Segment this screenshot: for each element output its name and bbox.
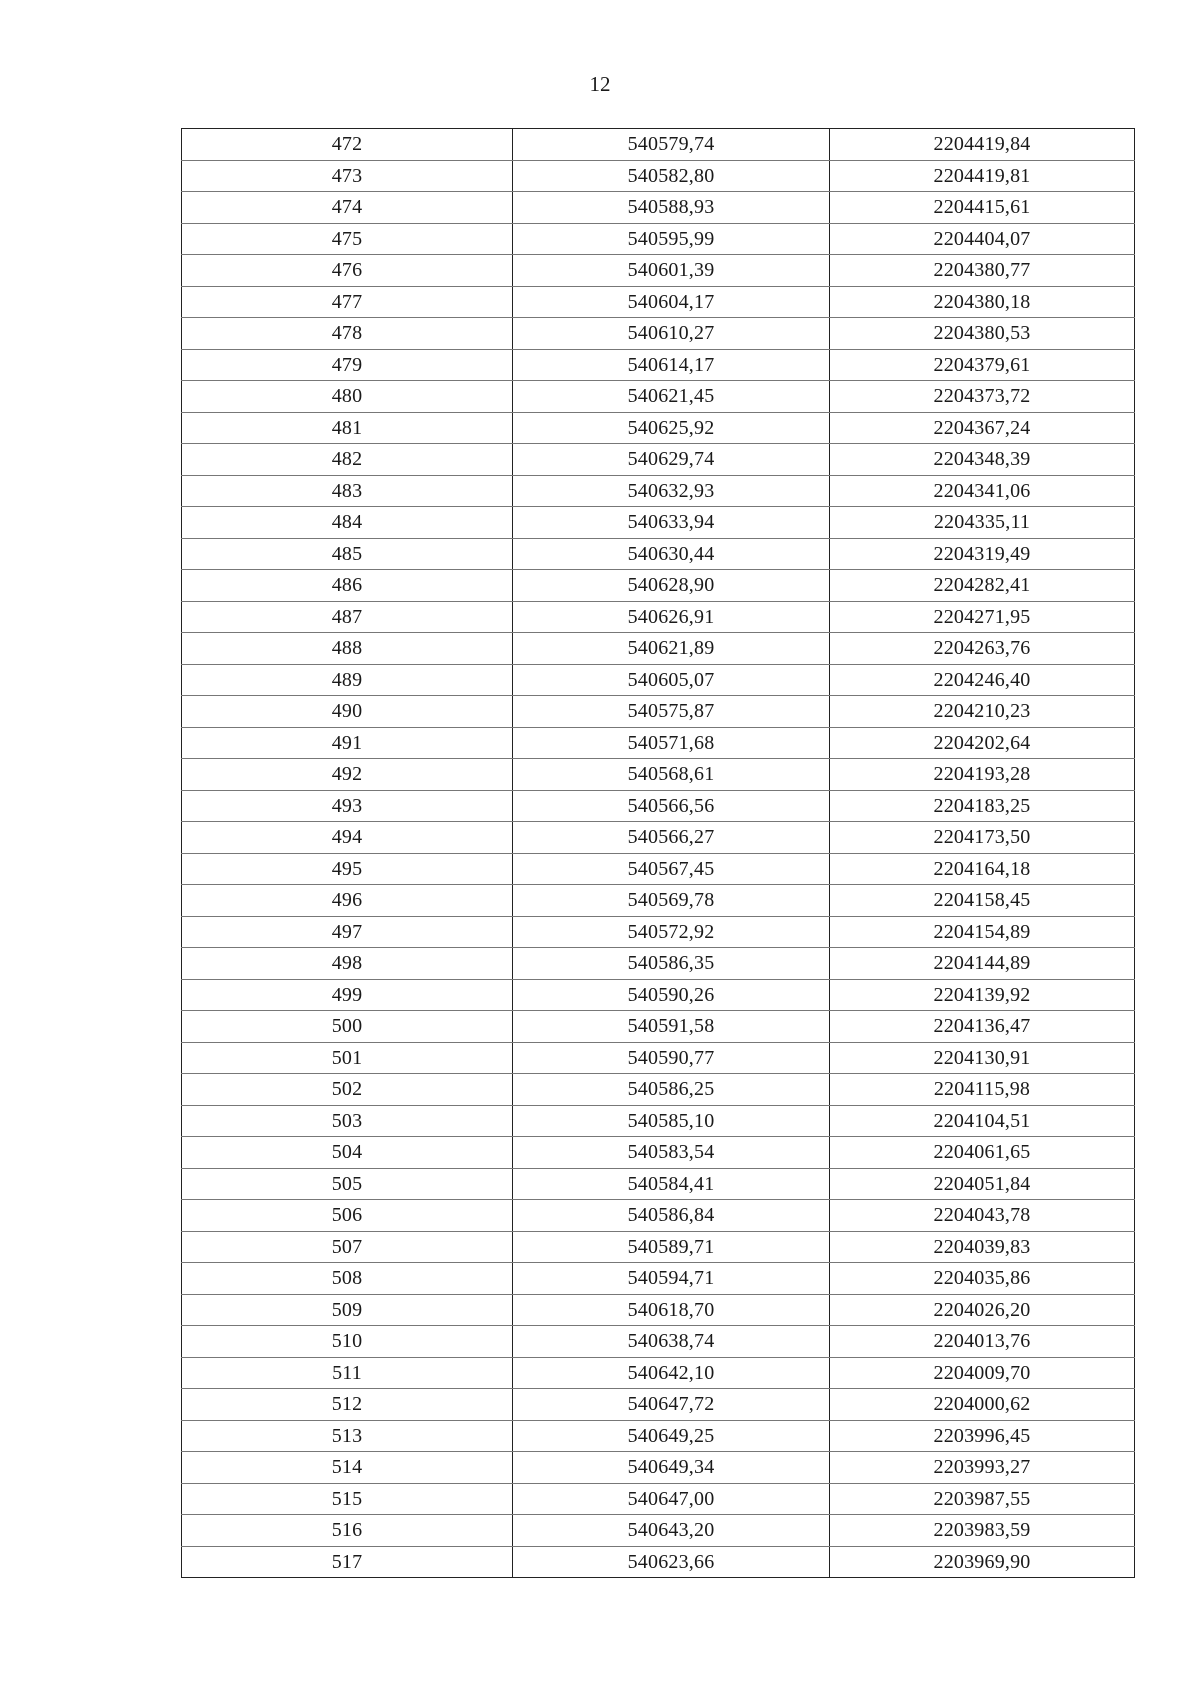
point-number-cell: 497	[182, 916, 513, 948]
point-number-cell: 506	[182, 1200, 513, 1232]
table-row	[182, 160, 1135, 192]
y-coordinate-cell: 2204335,11	[830, 507, 1135, 539]
y-coordinate-cell: 2204009,70	[830, 1357, 1135, 1389]
x-coordinate-cell: 540594,71	[513, 1263, 830, 1295]
table-row	[182, 1389, 1135, 1421]
y-coordinate-cell: 2203969,90	[830, 1546, 1135, 1578]
x-coordinate-cell: 540632,93	[513, 475, 830, 507]
x-coordinate-cell: 540582,80	[513, 160, 830, 192]
point-number-cell: 499	[182, 979, 513, 1011]
table-row	[182, 570, 1135, 602]
x-coordinate-cell: 540569,78	[513, 885, 830, 917]
y-coordinate-cell: 2204026,20	[830, 1294, 1135, 1326]
coordinates-table	[181, 128, 1135, 1578]
table-row	[182, 1326, 1135, 1358]
point-number-cell: 472	[182, 129, 513, 161]
point-number-cell: 510	[182, 1326, 513, 1358]
y-coordinate-cell: 2204104,51	[830, 1105, 1135, 1137]
table-row	[182, 1074, 1135, 1106]
x-coordinate-cell: 540614,17	[513, 349, 830, 381]
x-coordinate-cell: 540625,92	[513, 412, 830, 444]
x-coordinate-cell: 540643,20	[513, 1515, 830, 1547]
table-row	[182, 129, 1135, 161]
y-coordinate-cell: 2204419,84	[830, 129, 1135, 161]
x-coordinate-cell: 540575,87	[513, 696, 830, 728]
table-row	[182, 1105, 1135, 1137]
y-coordinate-cell: 2203996,45	[830, 1420, 1135, 1452]
point-number-cell: 513	[182, 1420, 513, 1452]
point-number-cell: 485	[182, 538, 513, 570]
y-coordinate-cell: 2204380,18	[830, 286, 1135, 318]
y-coordinate-cell: 2204419,81	[830, 160, 1135, 192]
point-number-cell: 498	[182, 948, 513, 980]
y-coordinate-cell: 2203987,55	[830, 1483, 1135, 1515]
x-coordinate-cell: 540590,77	[513, 1042, 830, 1074]
table-row	[182, 696, 1135, 728]
y-coordinate-cell: 2204404,07	[830, 223, 1135, 255]
point-number-cell: 488	[182, 633, 513, 665]
y-coordinate-cell: 2204139,92	[830, 979, 1135, 1011]
table-row	[182, 444, 1135, 476]
table-row	[182, 286, 1135, 318]
x-coordinate-cell: 540649,34	[513, 1452, 830, 1484]
x-coordinate-cell: 540590,26	[513, 979, 830, 1011]
x-coordinate-cell: 540610,27	[513, 318, 830, 350]
table-row	[182, 349, 1135, 381]
x-coordinate-cell: 540571,68	[513, 727, 830, 759]
table-row	[182, 601, 1135, 633]
x-coordinate-cell: 540604,17	[513, 286, 830, 318]
x-coordinate-cell: 540589,71	[513, 1231, 830, 1263]
x-coordinate-cell: 540618,70	[513, 1294, 830, 1326]
table-row	[182, 1042, 1135, 1074]
table-row	[182, 538, 1135, 570]
x-coordinate-cell: 540628,90	[513, 570, 830, 602]
point-number-cell: 503	[182, 1105, 513, 1137]
y-coordinate-cell: 2204173,50	[830, 822, 1135, 854]
x-coordinate-cell: 540621,45	[513, 381, 830, 413]
table-row	[182, 1137, 1135, 1169]
table-row	[182, 948, 1135, 980]
page-number: 12	[589, 72, 611, 96]
y-coordinate-cell: 2204115,98	[830, 1074, 1135, 1106]
x-coordinate-cell: 540586,84	[513, 1200, 830, 1232]
table-row	[182, 1515, 1135, 1547]
y-coordinate-cell: 2204164,18	[830, 853, 1135, 885]
y-coordinate-cell: 2204271,95	[830, 601, 1135, 633]
point-number-cell: 479	[182, 349, 513, 381]
x-coordinate-cell: 540568,61	[513, 759, 830, 791]
y-coordinate-cell: 2204415,61	[830, 192, 1135, 224]
point-number-cell: 500	[182, 1011, 513, 1043]
y-coordinate-cell: 2204380,77	[830, 255, 1135, 287]
y-coordinate-cell: 2204039,83	[830, 1231, 1135, 1263]
table-row	[182, 727, 1135, 759]
point-number-cell: 490	[182, 696, 513, 728]
table-row	[182, 223, 1135, 255]
x-coordinate-cell: 540638,74	[513, 1326, 830, 1358]
x-coordinate-cell: 540621,89	[513, 633, 830, 665]
x-coordinate-cell: 540591,58	[513, 1011, 830, 1043]
table-row	[182, 1011, 1135, 1043]
y-coordinate-cell: 2204319,49	[830, 538, 1135, 570]
y-coordinate-cell: 2204210,23	[830, 696, 1135, 728]
table-row	[182, 507, 1135, 539]
y-coordinate-cell: 2204158,45	[830, 885, 1135, 917]
x-coordinate-cell: 540642,10	[513, 1357, 830, 1389]
table-row	[182, 1420, 1135, 1452]
table-row	[182, 822, 1135, 854]
table-row	[182, 1452, 1135, 1484]
point-number-cell: 484	[182, 507, 513, 539]
table-row	[182, 916, 1135, 948]
point-number-cell: 508	[182, 1263, 513, 1295]
point-number-cell: 480	[182, 381, 513, 413]
point-number-cell: 482	[182, 444, 513, 476]
table-row	[182, 381, 1135, 413]
table-row	[182, 1231, 1135, 1263]
x-coordinate-cell: 540579,74	[513, 129, 830, 161]
x-coordinate-cell: 540572,92	[513, 916, 830, 948]
point-number-cell: 474	[182, 192, 513, 224]
x-coordinate-cell: 540566,56	[513, 790, 830, 822]
table-row	[182, 1263, 1135, 1295]
point-number-cell: 483	[182, 475, 513, 507]
y-coordinate-cell: 2204154,89	[830, 916, 1135, 948]
y-coordinate-cell: 2204202,64	[830, 727, 1135, 759]
y-coordinate-cell: 2204367,24	[830, 412, 1135, 444]
table-row	[182, 759, 1135, 791]
point-number-cell: 504	[182, 1137, 513, 1169]
table-row	[182, 192, 1135, 224]
point-number-cell: 495	[182, 853, 513, 885]
table-row	[182, 664, 1135, 696]
point-number-cell: 515	[182, 1483, 513, 1515]
y-coordinate-cell: 2203983,59	[830, 1515, 1135, 1547]
y-coordinate-cell: 2204263,76	[830, 633, 1135, 665]
x-coordinate-cell: 540649,25	[513, 1420, 830, 1452]
x-coordinate-cell: 540630,44	[513, 538, 830, 570]
point-number-cell: 486	[182, 570, 513, 602]
point-number-cell: 478	[182, 318, 513, 350]
point-number-cell: 496	[182, 885, 513, 917]
y-coordinate-cell: 2204379,61	[830, 349, 1135, 381]
point-number-cell: 493	[182, 790, 513, 822]
point-number-cell: 509	[182, 1294, 513, 1326]
y-coordinate-cell: 2204136,47	[830, 1011, 1135, 1043]
point-number-cell: 511	[182, 1357, 513, 1389]
x-coordinate-cell: 540584,41	[513, 1168, 830, 1200]
y-coordinate-cell: 2204282,41	[830, 570, 1135, 602]
y-coordinate-cell: 2204013,76	[830, 1326, 1135, 1358]
point-number-cell: 512	[182, 1389, 513, 1421]
y-coordinate-cell: 2204341,06	[830, 475, 1135, 507]
point-number-cell: 501	[182, 1042, 513, 1074]
table-row	[182, 1168, 1135, 1200]
y-coordinate-cell: 2204130,91	[830, 1042, 1135, 1074]
point-number-cell: 491	[182, 727, 513, 759]
table-row	[182, 412, 1135, 444]
x-coordinate-cell: 540588,93	[513, 192, 830, 224]
point-number-cell: 517	[182, 1546, 513, 1578]
table-row	[182, 790, 1135, 822]
x-coordinate-cell: 540583,54	[513, 1137, 830, 1169]
point-number-cell: 507	[182, 1231, 513, 1263]
x-coordinate-cell: 540605,07	[513, 664, 830, 696]
x-coordinate-cell: 540629,74	[513, 444, 830, 476]
point-number-cell: 473	[182, 160, 513, 192]
y-coordinate-cell: 2204348,39	[830, 444, 1135, 476]
table-row	[182, 633, 1135, 665]
y-coordinate-cell: 2204051,84	[830, 1168, 1135, 1200]
table-row	[182, 1483, 1135, 1515]
point-number-cell: 494	[182, 822, 513, 854]
point-number-cell: 475	[182, 223, 513, 255]
table-row	[182, 1294, 1135, 1326]
x-coordinate-cell: 540633,94	[513, 507, 830, 539]
table-row	[182, 1200, 1135, 1232]
table-row	[182, 1546, 1135, 1578]
point-number-cell: 476	[182, 255, 513, 287]
point-number-cell: 492	[182, 759, 513, 791]
y-coordinate-cell: 2204193,28	[830, 759, 1135, 791]
table-row	[182, 318, 1135, 350]
y-coordinate-cell: 2203993,27	[830, 1452, 1135, 1484]
table-row	[182, 475, 1135, 507]
point-number-cell: 477	[182, 286, 513, 318]
y-coordinate-cell: 2204144,89	[830, 948, 1135, 980]
x-coordinate-cell: 540626,91	[513, 601, 830, 633]
point-number-cell: 514	[182, 1452, 513, 1484]
table-row	[182, 255, 1135, 287]
x-coordinate-cell: 540586,35	[513, 948, 830, 980]
y-coordinate-cell: 2204246,40	[830, 664, 1135, 696]
table-row	[182, 1357, 1135, 1389]
x-coordinate-cell: 540566,27	[513, 822, 830, 854]
table-row	[182, 885, 1135, 917]
x-coordinate-cell: 540623,66	[513, 1546, 830, 1578]
x-coordinate-cell: 540585,10	[513, 1105, 830, 1137]
y-coordinate-cell: 2204183,25	[830, 790, 1135, 822]
coordinates-table-body	[182, 129, 1135, 1578]
point-number-cell: 487	[182, 601, 513, 633]
y-coordinate-cell: 2204035,86	[830, 1263, 1135, 1295]
y-coordinate-cell: 2204061,65	[830, 1137, 1135, 1169]
x-coordinate-cell: 540595,99	[513, 223, 830, 255]
y-coordinate-cell: 2204043,78	[830, 1200, 1135, 1232]
x-coordinate-cell: 540586,25	[513, 1074, 830, 1106]
point-number-cell: 516	[182, 1515, 513, 1547]
y-coordinate-cell: 2204000,62	[830, 1389, 1135, 1421]
point-number-cell: 481	[182, 412, 513, 444]
x-coordinate-cell: 540647,72	[513, 1389, 830, 1421]
x-coordinate-cell: 540601,39	[513, 255, 830, 287]
table-row	[182, 979, 1135, 1011]
y-coordinate-cell: 2204380,53	[830, 318, 1135, 350]
point-number-cell: 505	[182, 1168, 513, 1200]
table-row	[182, 853, 1135, 885]
x-coordinate-cell: 540647,00	[513, 1483, 830, 1515]
point-number-cell: 502	[182, 1074, 513, 1106]
y-coordinate-cell: 2204373,72	[830, 381, 1135, 413]
x-coordinate-cell: 540567,45	[513, 853, 830, 885]
point-number-cell: 489	[182, 664, 513, 696]
